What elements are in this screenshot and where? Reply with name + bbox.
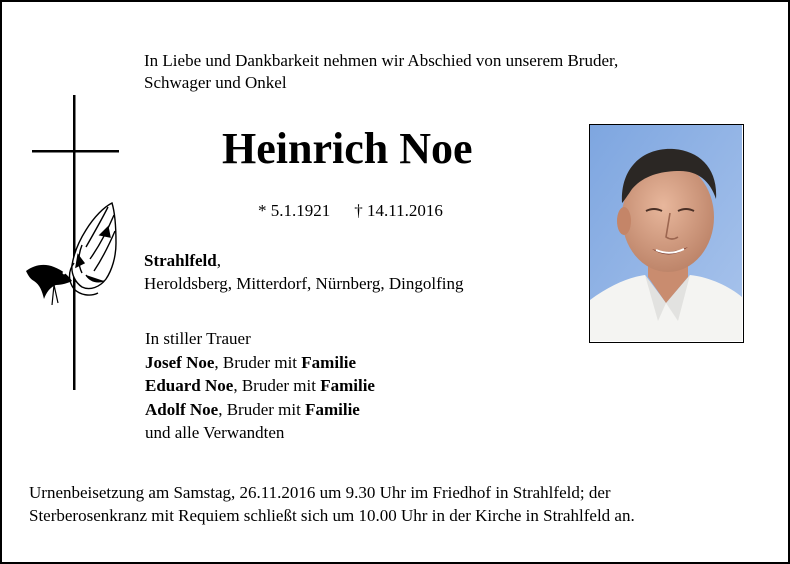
places-list (144, 249, 574, 295)
primary-place-line (144, 249, 574, 272)
intro-line-2: Schwager und Onkel (144, 73, 287, 92)
primary-place-suffix: , (216, 251, 221, 270)
portrait-photo (589, 124, 744, 343)
mourner-relation: , Bruder mit (218, 399, 306, 419)
mourner-family: Familie (320, 376, 375, 395)
mourner-relation: , Bruder mit (233, 376, 321, 395)
mourner-name: Eduard Noe (145, 376, 234, 395)
mourner-name: Josef Noe (145, 352, 215, 372)
other-places: Heroldsberg, Mitterdorf, Nürnberg, Dingolfing (144, 274, 464, 293)
funeral-notice-line-1: Urnenbeisetzung am Samstag, 26.11.2016 um 9.30 Uhr im Friedhof in Strahlfeld; der (29, 483, 611, 502)
death-date: † 14.11.2016 (354, 201, 443, 220)
bird-icon (26, 265, 72, 305)
mourner-family: Familie (305, 399, 360, 419)
mourner-entry (145, 398, 465, 422)
deceased-name: Heinrich Noe (222, 124, 473, 173)
mourners-block (145, 327, 465, 445)
mourner-relation: , Bruder mit (214, 352, 302, 372)
funeral-notice-line-2: Sterberosenkranz mit Requiem schließt sich um 10.00 Uhr in der Kirche in Strahlfeld an. (29, 506, 635, 525)
cross-praying-hands-emblem (24, 95, 124, 390)
life-dates (258, 200, 443, 222)
birth-date: * 5.1.1921 (258, 201, 331, 220)
mourner-entry (145, 374, 465, 398)
portrait-illustration (590, 125, 742, 341)
praying-hands-icon (70, 203, 117, 295)
mourner-family: Familie (301, 352, 357, 372)
mourners-closing: und alle Verwandten (145, 423, 285, 442)
mourner-entry (145, 351, 465, 375)
intro-text (144, 50, 724, 94)
intro-line-1: In Liebe und Dankbarkeit nehmen wir Abschied von unserem Bruder, (144, 51, 619, 70)
funeral-notice (29, 481, 769, 527)
mourners-intro: In stiller Trauer (145, 329, 251, 348)
mourner-name: Adolf Noe (145, 399, 219, 419)
primary-place: Strahlfeld (144, 251, 217, 270)
